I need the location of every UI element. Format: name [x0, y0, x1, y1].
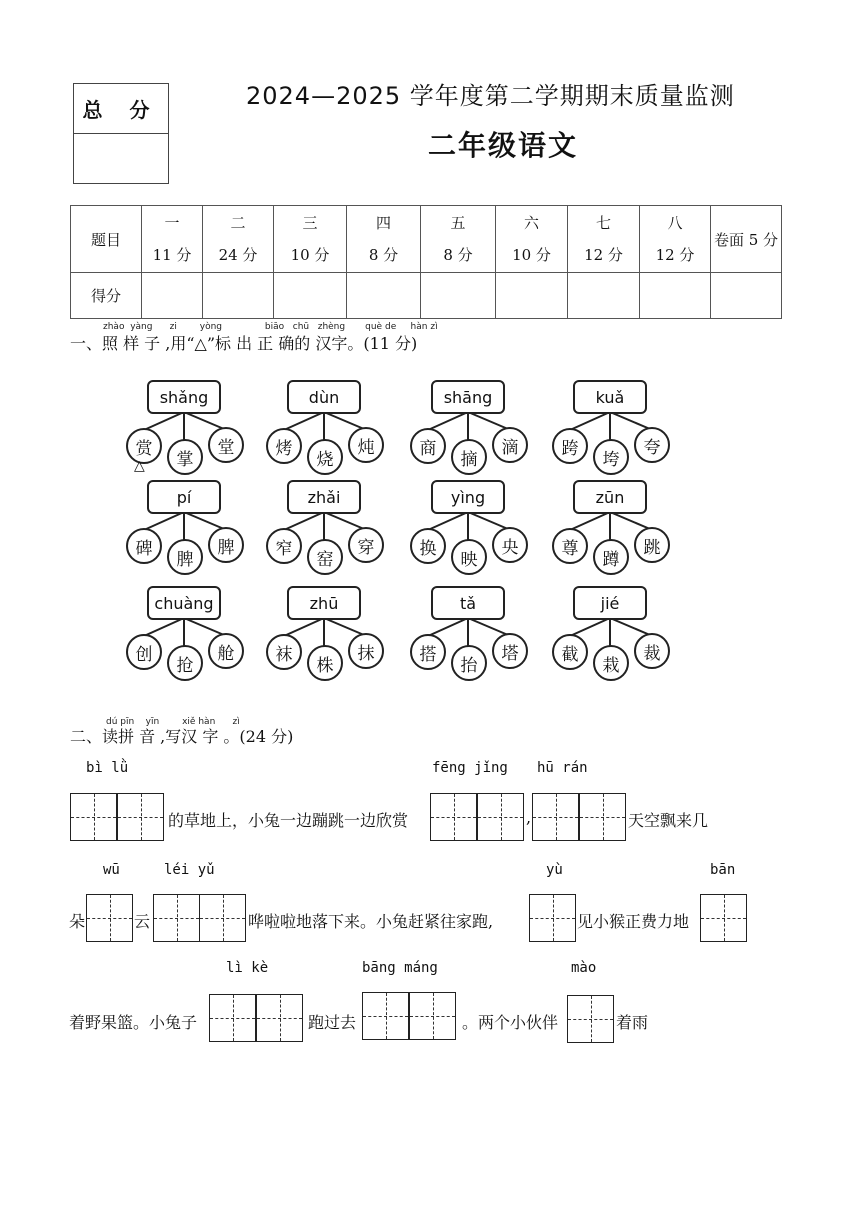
- score-cell[interactable]: [711, 273, 782, 319]
- writing-cell[interactable]: [567, 995, 614, 1043]
- pinyin-label: léi yǔ: [164, 862, 215, 878]
- char-choice[interactable]: 蹲: [593, 539, 629, 575]
- tree-branch: [184, 512, 224, 529]
- tree-branch: [184, 618, 224, 635]
- pinyin-label: bāng máng: [362, 960, 438, 976]
- total-score-label: 总 分: [74, 84, 168, 134]
- pinyin-box: dùn: [287, 380, 361, 414]
- char-choice[interactable]: 碑: [126, 528, 162, 564]
- char-choice[interactable]: 穿: [348, 527, 384, 563]
- writing-cell[interactable]: [117, 793, 164, 841]
- char-choice[interactable]: 商: [410, 428, 446, 464]
- char-choice[interactable]: 烤: [266, 428, 302, 464]
- q2-instruction: 二、读拼 音 ,写汉 字 。(24 分): [70, 727, 294, 746]
- pinyin-label: lì kè: [226, 960, 269, 976]
- writing-cell[interactable]: [430, 793, 477, 841]
- pinyin-label: mào: [571, 960, 597, 976]
- char-choice[interactable]: 尊: [552, 528, 588, 564]
- tree-branch: [284, 412, 324, 430]
- total-score-box: [73, 83, 169, 184]
- section-header: 三 10 分: [274, 206, 347, 273]
- char-choice[interactable]: 炖: [348, 427, 384, 463]
- pinyin-label: wū: [103, 862, 120, 878]
- tree-branch: [428, 412, 468, 430]
- char-tree: [388, 586, 548, 696]
- subject-title: 二年级语文: [428, 129, 579, 162]
- char-choice[interactable]: 央: [492, 527, 528, 563]
- char-tree: [388, 380, 548, 490]
- tree-branch: [144, 512, 184, 530]
- section-header: 五 8 分: [421, 206, 496, 273]
- exam-title: 2024—2025 学年度第二学期期末质量监测: [246, 82, 735, 110]
- pinyin-box: zūn: [573, 480, 647, 514]
- char-choice[interactable]: 夸: [634, 427, 670, 463]
- tree-branch: [570, 412, 610, 430]
- section-header: 四 8 分: [347, 206, 421, 273]
- char-tree: [530, 480, 690, 590]
- score-cell[interactable]: [421, 273, 496, 319]
- char-tree: [104, 586, 264, 696]
- writing-cell[interactable]: [529, 894, 576, 942]
- tree-branch: [284, 512, 324, 530]
- pinyin-box: yìng: [431, 480, 505, 514]
- tree-branch: [570, 618, 610, 636]
- char-choice[interactable]: 脾: [167, 539, 203, 575]
- q2-pinyin-row: dú pīn yīn xiě hàn zì: [106, 717, 240, 727]
- pinyin-box: jié: [573, 586, 647, 620]
- pinyin-box: zhǎi: [287, 480, 361, 514]
- tree-branch: [468, 512, 508, 529]
- pinyin-box: pí: [147, 480, 221, 514]
- sentence-text: 天空飘来几: [628, 811, 709, 830]
- sentence-text: 跑过去: [308, 1013, 357, 1032]
- pinyin-label: yù: [546, 862, 563, 878]
- writing-cell[interactable]: [362, 992, 409, 1040]
- tree-branch: [144, 618, 184, 636]
- char-choice[interactable]: 抢: [167, 645, 203, 681]
- score-cell[interactable]: [568, 273, 640, 319]
- neatness-header: 卷面 5 分: [711, 206, 782, 273]
- char-tree: [244, 380, 404, 490]
- section-header: 二 24 分: [203, 206, 274, 273]
- score-cell[interactable]: [347, 273, 421, 319]
- q1-instruction: 一、照 样 子 ,用“△”标 出 正 确的 汉字。(11 分): [70, 334, 418, 353]
- tree-branch: [610, 618, 650, 635]
- tree-branch: [468, 412, 508, 429]
- sentence-text: 着雨: [616, 1013, 649, 1032]
- char-choice[interactable]: 窄: [266, 528, 302, 564]
- char-choice[interactable]: 株: [307, 645, 343, 681]
- pinyin-box: kuǎ: [573, 380, 647, 414]
- char-choice[interactable]: 堂: [208, 427, 244, 463]
- char-tree: [388, 480, 548, 590]
- score-cell[interactable]: [274, 273, 347, 319]
- section-header: 一 11 分: [142, 206, 203, 273]
- char-choice[interactable]: 袜: [266, 634, 302, 670]
- tree-branch: [324, 512, 364, 529]
- tree-branch: [284, 618, 324, 636]
- writing-cell[interactable]: [700, 894, 747, 942]
- writing-cell[interactable]: [532, 793, 579, 841]
- sentence-text: 着野果篮。小兔子: [69, 1013, 198, 1032]
- score-cell[interactable]: [203, 273, 274, 319]
- tree-branch: [610, 512, 650, 529]
- writing-cell[interactable]: [70, 793, 117, 841]
- char-tree: [530, 586, 690, 696]
- pinyin-box: tǎ: [431, 586, 505, 620]
- char-choice[interactable]: 裁: [634, 633, 670, 669]
- char-tree: [530, 380, 690, 490]
- score-table-score-label: 得分: [71, 273, 142, 319]
- section-header: 八 12 分: [640, 206, 711, 273]
- char-tree: [104, 480, 264, 590]
- writing-cell[interactable]: [153, 894, 200, 942]
- total-score-field[interactable]: [74, 134, 168, 183]
- tree-branch: [610, 412, 650, 429]
- pinyin-box: shǎng: [147, 380, 221, 414]
- tree-branch: [428, 512, 468, 530]
- writing-cell[interactable]: [86, 894, 133, 942]
- char-choice[interactable]: 滴: [492, 427, 528, 463]
- sentence-text: ,: [526, 808, 532, 827]
- score-table: [70, 205, 782, 319]
- char-choice[interactable]: 窑: [307, 539, 343, 575]
- char-choice[interactable]: 烧: [307, 439, 343, 475]
- tree-branch: [144, 412, 184, 430]
- score-table-row-label: 题目: [71, 206, 142, 273]
- sentence-text: 哗啦啦地落下来。小兔赶紧往家跑,: [248, 912, 494, 931]
- sentence-text: 朵: [69, 912, 86, 931]
- tree-branch: [468, 618, 508, 635]
- char-choice[interactable]: 脾: [208, 527, 244, 563]
- writing-cell[interactable]: [199, 894, 246, 942]
- char-choice[interactable]: 掌: [167, 439, 203, 475]
- writing-cell[interactable]: [409, 992, 456, 1040]
- writing-cell[interactable]: [209, 994, 256, 1042]
- char-tree: [104, 380, 264, 490]
- pinyin-box: shāng: [431, 380, 505, 414]
- char-tree: [244, 480, 404, 590]
- char-choice[interactable]: 换: [410, 528, 446, 564]
- char-tree: [244, 586, 404, 696]
- char-choice[interactable]: 垮: [593, 439, 629, 475]
- char-choice[interactable]: 舱: [208, 633, 244, 669]
- tree-branch: [184, 412, 224, 429]
- writing-cell[interactable]: [579, 793, 626, 841]
- triangle-mark-icon: △: [134, 458, 145, 474]
- char-choice[interactable]: 搭: [410, 634, 446, 670]
- char-choice[interactable]: 映: [451, 539, 487, 575]
- char-choice[interactable]: 栽: [593, 645, 629, 681]
- sentence-text: 的草地上，小兔一边蹦跳一边欣赏: [168, 811, 409, 830]
- score-cell[interactable]: [640, 273, 711, 319]
- pinyin-label: fēng jǐng: [432, 760, 508, 776]
- score-cell[interactable]: [496, 273, 568, 319]
- char-choice[interactable]: 跳: [634, 527, 670, 563]
- writing-cell[interactable]: [256, 994, 303, 1042]
- tree-branch: [428, 618, 468, 636]
- sentence-text: 见小猴正费力地: [577, 912, 690, 931]
- char-choice[interactable]: 截: [552, 634, 588, 670]
- char-choice[interactable]: 创: [126, 634, 162, 670]
- char-choice[interactable]: 抹: [348, 633, 384, 669]
- sentence-text: 云: [134, 912, 151, 931]
- pinyin-box: chuàng: [147, 586, 221, 620]
- pinyin-label: hū rán: [537, 760, 588, 776]
- char-choice[interactable]: 塔: [492, 633, 528, 669]
- char-choice[interactable]: 摘: [451, 439, 487, 475]
- section-header: 六 10 分: [496, 206, 568, 273]
- char-choice[interactable]: 抬: [451, 645, 487, 681]
- tree-branch: [324, 618, 364, 635]
- pinyin-label: bān: [710, 862, 736, 878]
- section-header: 七 12 分: [568, 206, 640, 273]
- pinyin-box: zhū: [287, 586, 361, 620]
- pinyin-label: bì lǜ: [86, 760, 129, 776]
- writing-cell[interactable]: [477, 793, 524, 841]
- score-cell[interactable]: [142, 273, 203, 319]
- tree-branch: [570, 512, 610, 530]
- sentence-text: 。两个小伙伴: [462, 1013, 559, 1032]
- q1-pinyin-row: zhào yàng zi yòng biāo chū zhèng què de hàn zì: [103, 322, 438, 332]
- tree-branch: [324, 412, 364, 429]
- char-choice[interactable]: 赏: [126, 428, 162, 464]
- char-choice[interactable]: 跨: [552, 428, 588, 464]
